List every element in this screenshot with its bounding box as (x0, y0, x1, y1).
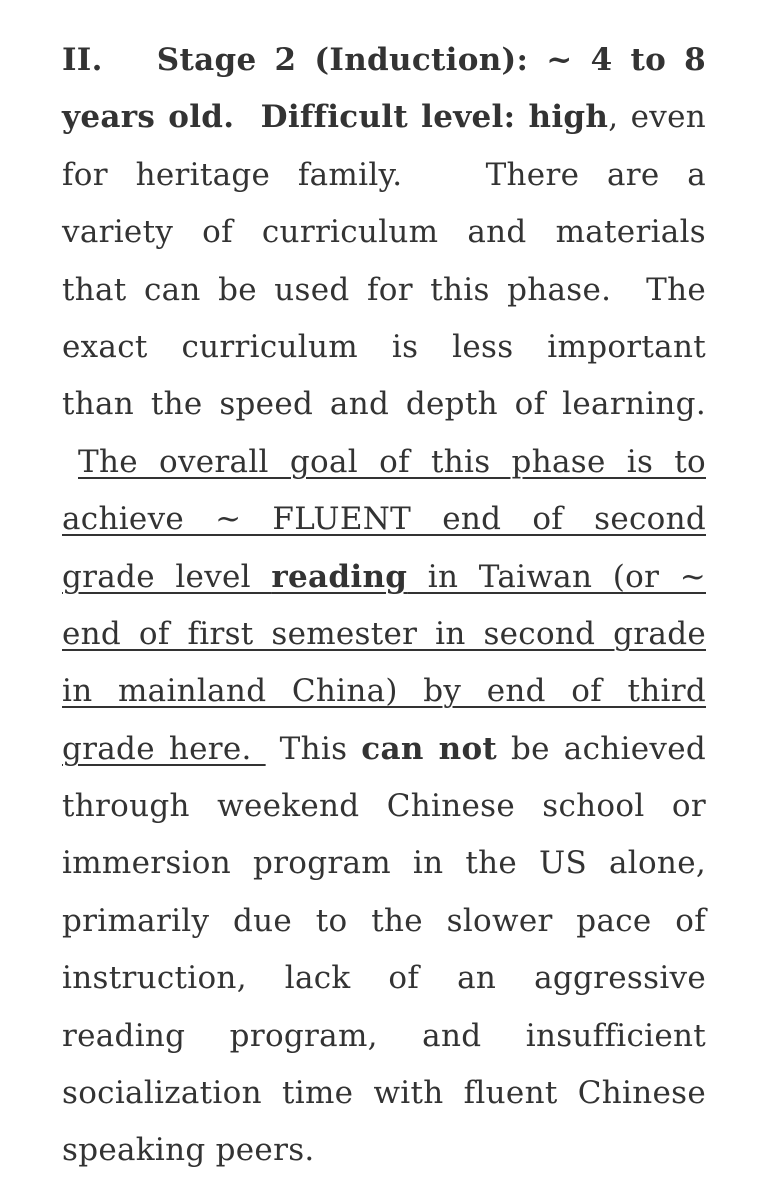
bold-text: II. Stage 2 (Induction): ~ 4 to 8 (62, 42, 706, 78)
underlined-text: end of first semester in second grade (62, 615, 706, 652)
text-line (62, 147, 706, 204)
underlined-text: The overall goal of this phase is to (78, 443, 706, 480)
underlined-text: in Taiwan (or ~ (407, 558, 706, 595)
text-run: socialization time with fluent Chinese (62, 1075, 706, 1112)
text-line (62, 950, 706, 1007)
text-line (62, 1008, 706, 1065)
text-line (62, 434, 706, 491)
text-line (62, 721, 706, 778)
underlined-text: in mainland China) by end of third (62, 673, 706, 710)
text-line (62, 319, 706, 376)
text-run: reading program, and insufficient (62, 1017, 706, 1054)
text-run: than the speed and depth of learning. (62, 386, 706, 423)
text-run: be achieved (497, 730, 706, 767)
text-run: , even (608, 99, 706, 136)
text-run: variety of curriculum and materials (62, 214, 706, 251)
text-run: speaking peers. (62, 1132, 315, 1169)
underlined-text: achieve ~ FLUENT end of second (62, 501, 706, 538)
text-run: through weekend Chinese school or (62, 788, 706, 825)
text-run: for heritage family. There are a (62, 156, 706, 193)
text-line (62, 549, 706, 606)
text-line (62, 778, 706, 835)
text-line (62, 262, 706, 319)
underlined-text: reading (271, 558, 408, 595)
text-run: immersion program in the US alone, (62, 845, 706, 882)
bold-text: years old. Difficult level: high (62, 99, 609, 136)
text-line (62, 663, 706, 720)
text-line (62, 606, 706, 663)
text-line (62, 893, 706, 950)
text-line (62, 32, 706, 89)
text-run: primarily due to the slower pace of (62, 902, 706, 939)
underlined-text: grade level (62, 558, 272, 595)
text-line (62, 89, 706, 146)
document-paragraph (62, 32, 706, 1180)
text-run: that can be used for this phase. The (62, 271, 706, 308)
text-line (62, 835, 706, 892)
text-line (62, 376, 706, 433)
text-line (62, 1122, 706, 1179)
text-line (62, 204, 706, 261)
text-run: exact curriculum is less important (62, 328, 706, 365)
underlined-text: grade here. (62, 730, 266, 767)
bold-text: can not (361, 730, 498, 767)
text-run: instruction, lack of an aggressive (62, 960, 706, 997)
text-line (62, 1065, 706, 1122)
text-run: This (265, 730, 362, 767)
text-line (62, 491, 706, 548)
